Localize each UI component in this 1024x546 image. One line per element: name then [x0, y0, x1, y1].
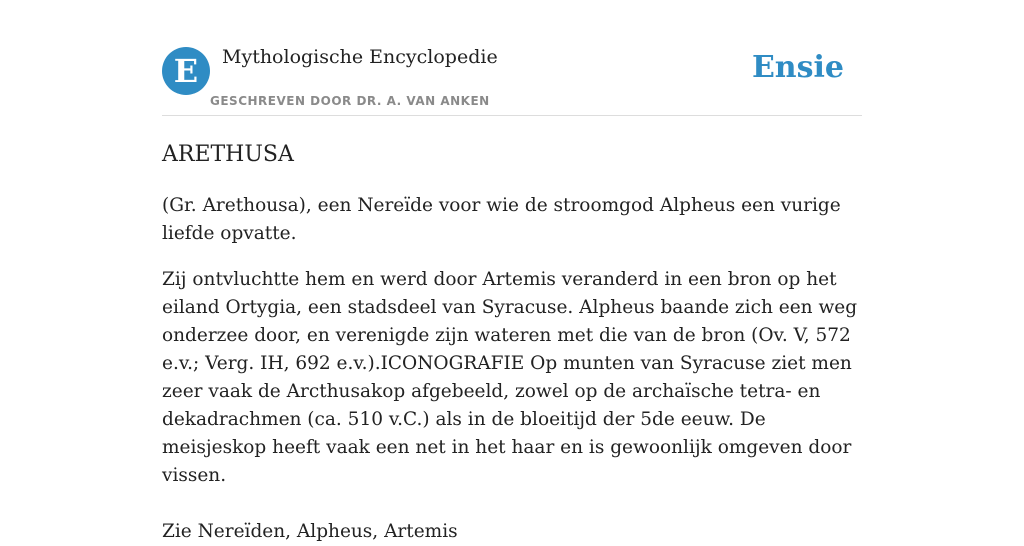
entry-title: ARETHUSA: [162, 142, 294, 167]
author-line: GESCHREVEN DOOR DR. A. VAN ANKEN: [210, 94, 490, 108]
article-content: [162, 140, 862, 546]
header-divider: [162, 115, 862, 116]
source-title-link[interactable]: Mythologische Encyclopedie: [222, 46, 498, 68]
see-also-line: Zie Nereïden, Alpheus, Artemis: [162, 521, 458, 542]
ensie-brand-logo[interactable]: Ensie: [751, 50, 844, 85]
body-paragraph: Zij ontvluchtte hem en werd door Artemis veranderd in een bron op het eiland Ortygia, een stadsdeel van Syracuse. Alpheus baande zich een weg onderzee door, en verenigde zijn wateren met die van de bron (Ov. V, 572 e.v.; Verg. IH, 692 e.v.).ICONOGRAFIE Op munten van Syracuse ziet men zeer vaak de Arcthusakop afgebeeld, zowel op de archaïsche tetra- en dekadrachmen (ca. 510 v.C.) als in de bloeitijd der 5de eeuw. De meisjeskop heeft vaak een net in het haar en is gewoonlijk omgeven door vissen.: [162, 269, 858, 486]
header: [162, 46, 862, 116]
source-logo-icon[interactable]: E: [162, 47, 210, 95]
definition-paragraph: (Gr. Arethousa), een Nereïde voor wie de stroomgod Alpheus een vurige liefde opvatte.: [162, 195, 841, 244]
